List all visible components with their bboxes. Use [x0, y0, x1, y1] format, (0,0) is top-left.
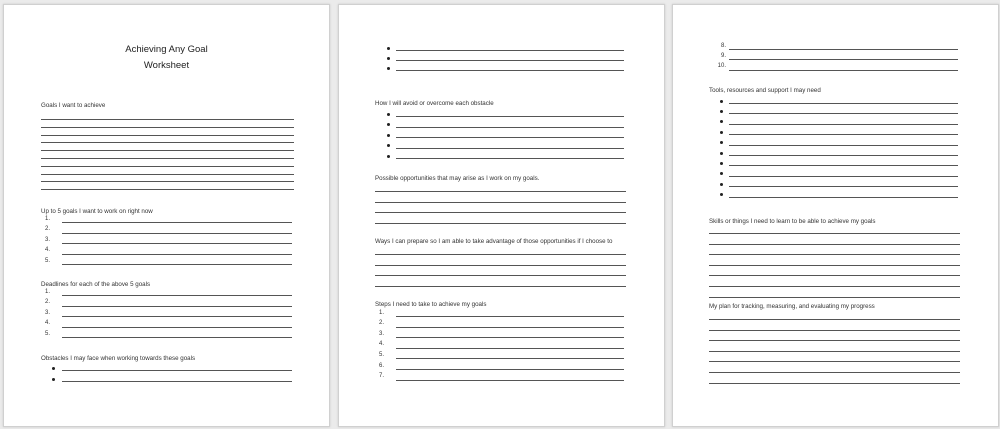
list-number: 7. — [378, 373, 384, 380]
section-heading: Ways I can prepare so I am able to take advantage of those opportunities if I choose to — [375, 238, 613, 245]
section-heading: Up to 5 goals I want to work on right now — [41, 208, 153, 215]
list-number: 2. — [44, 299, 50, 306]
bullet-icon — [720, 110, 723, 113]
list-item-line[interactable] — [396, 337, 624, 338]
list-item-line[interactable] — [729, 70, 958, 71]
bullet-icon — [387, 57, 390, 60]
list-item-line[interactable] — [729, 186, 958, 187]
list-item-line[interactable] — [729, 176, 958, 177]
list-item-line[interactable] — [62, 254, 292, 255]
section-heading: Skills or things I need to learn to be able to achieve my goals — [709, 218, 876, 225]
page-2 — [338, 4, 665, 427]
list-item-line[interactable] — [396, 369, 624, 370]
list-number: 2. — [378, 320, 384, 327]
list-item-line[interactable] — [62, 243, 292, 244]
list-number: 3. — [378, 330, 384, 337]
list-item-line[interactable] — [729, 155, 958, 156]
bullet-icon — [720, 152, 723, 155]
list-number: 1. — [378, 309, 384, 316]
fill-in-line[interactable] — [41, 135, 294, 136]
bullet-icon — [720, 162, 723, 165]
document-subtitle: Worksheet — [143, 60, 190, 71]
list-number: 5. — [44, 257, 50, 264]
list-item-line[interactable] — [62, 381, 292, 382]
list-item-line[interactable] — [62, 295, 292, 296]
fill-in-line[interactable] — [41, 189, 294, 190]
list-number: 3. — [44, 236, 50, 243]
section-heading: Goals I want to achieve — [41, 102, 106, 109]
document-title: Achieving Any Goal — [125, 44, 208, 55]
bullet-icon — [52, 367, 55, 370]
list-item-line[interactable] — [396, 380, 624, 381]
fill-in-line[interactable] — [375, 286, 626, 287]
fill-in-line[interactable] — [41, 119, 294, 120]
section-heading: Possible opportunities that may arise as I work on my goals. — [375, 175, 540, 182]
fill-in-line[interactable] — [41, 174, 294, 175]
list-item-line[interactable] — [729, 49, 958, 50]
list-item-line[interactable] — [396, 348, 624, 349]
bullet-icon — [720, 183, 723, 186]
list-number: 2. — [44, 226, 50, 233]
bullet-icon — [720, 193, 723, 196]
fill-in-line[interactable] — [41, 142, 294, 143]
list-item-line[interactable] — [62, 233, 292, 234]
list-item-line[interactable] — [62, 316, 292, 317]
bullet-icon — [387, 67, 390, 70]
list-number: 5. — [44, 330, 50, 337]
list-number: 9. — [720, 52, 726, 59]
list-item-line[interactable] — [396, 70, 624, 71]
fill-in-line[interactable] — [709, 244, 960, 245]
bullet-icon — [387, 144, 390, 147]
page-1 — [3, 4, 330, 427]
fill-in-line[interactable] — [709, 351, 960, 352]
fill-in-line[interactable] — [709, 361, 960, 362]
list-item-line[interactable] — [62, 327, 292, 328]
list-number: 8. — [720, 42, 726, 49]
bullet-icon — [387, 123, 390, 126]
fill-in-line[interactable] — [375, 265, 626, 266]
list-number: 4. — [378, 341, 384, 348]
fill-in-line[interactable] — [709, 340, 960, 341]
fill-in-line[interactable] — [709, 319, 960, 320]
list-item-line[interactable] — [396, 327, 624, 328]
list-item-line[interactable] — [729, 124, 958, 125]
section-heading: How I will avoid or overcome each obstacle — [375, 100, 494, 107]
bullet-icon — [720, 131, 723, 134]
fill-in-line[interactable] — [709, 330, 960, 331]
list-item-line[interactable] — [62, 370, 292, 371]
fill-in-line[interactable] — [41, 181, 294, 182]
list-item-line[interactable] — [396, 158, 624, 159]
fill-in-line[interactable] — [709, 297, 960, 298]
list-number: 4. — [44, 320, 50, 327]
list-item-line[interactable] — [396, 358, 624, 359]
fill-in-line[interactable] — [709, 254, 960, 255]
section-heading: Steps I need to take to achieve my goals — [375, 301, 487, 308]
list-number: 5. — [378, 351, 384, 358]
bullet-icon — [720, 100, 723, 103]
fill-in-line[interactable] — [709, 286, 960, 287]
fill-in-line[interactable] — [375, 191, 626, 192]
list-item-line[interactable] — [396, 127, 624, 128]
list-item-line[interactable] — [729, 103, 958, 104]
list-item-line[interactable] — [62, 337, 292, 338]
bullet-icon — [387, 155, 390, 158]
list-item-line[interactable] — [729, 134, 958, 135]
fill-in-line[interactable] — [709, 275, 960, 276]
list-item-line[interactable] — [729, 197, 958, 198]
section-heading: My plan for tracking, measuring, and evaluating my progress — [709, 303, 875, 310]
list-item-line[interactable] — [729, 165, 958, 166]
bullet-icon — [52, 378, 55, 381]
fill-in-line[interactable] — [375, 254, 626, 255]
fill-in-line[interactable] — [709, 372, 960, 373]
list-item-line[interactable] — [729, 145, 958, 146]
list-item-line[interactable] — [396, 116, 624, 117]
list-number: 10. — [717, 63, 726, 70]
fill-in-line[interactable] — [375, 275, 626, 276]
bullet-icon — [387, 134, 390, 137]
section-heading: Deadlines for each of the above 5 goals — [41, 281, 151, 288]
list-item-line[interactable] — [396, 60, 624, 61]
bullet-icon — [720, 120, 723, 123]
list-item-line[interactable] — [396, 50, 624, 51]
list-item-line[interactable] — [62, 264, 292, 265]
list-item-line[interactable] — [62, 222, 292, 223]
fill-in-line[interactable] — [375, 212, 626, 213]
fill-in-line[interactable] — [41, 150, 294, 151]
list-number: 4. — [44, 247, 50, 254]
bullet-icon — [720, 141, 723, 144]
fill-in-line[interactable] — [375, 223, 626, 224]
fill-in-line[interactable] — [41, 158, 294, 159]
fill-in-line[interactable] — [709, 233, 960, 234]
bullet-icon — [387, 113, 390, 116]
fill-in-line[interactable] — [709, 383, 960, 384]
list-number: 3. — [44, 309, 50, 316]
fill-in-line[interactable] — [41, 166, 294, 167]
bullet-icon — [720, 172, 723, 175]
list-number: 1. — [44, 215, 50, 222]
fill-in-line[interactable] — [375, 202, 626, 203]
section-heading: Tools, resources and support I may need — [709, 87, 821, 94]
list-item-line[interactable] — [729, 59, 958, 60]
list-item-line[interactable] — [396, 148, 624, 149]
list-item-line[interactable] — [62, 306, 292, 307]
list-item-line[interactable] — [729, 113, 958, 114]
fill-in-line[interactable] — [709, 265, 960, 266]
list-number: 1. — [44, 288, 50, 295]
section-heading: Obstacles I may face when working towards these goals — [41, 355, 196, 362]
fill-in-line[interactable] — [41, 127, 294, 128]
list-number: 6. — [378, 362, 384, 369]
bullet-icon — [387, 47, 390, 50]
list-item-line[interactable] — [396, 137, 624, 138]
page-3 — [672, 4, 999, 427]
list-item-line[interactable] — [396, 316, 624, 317]
